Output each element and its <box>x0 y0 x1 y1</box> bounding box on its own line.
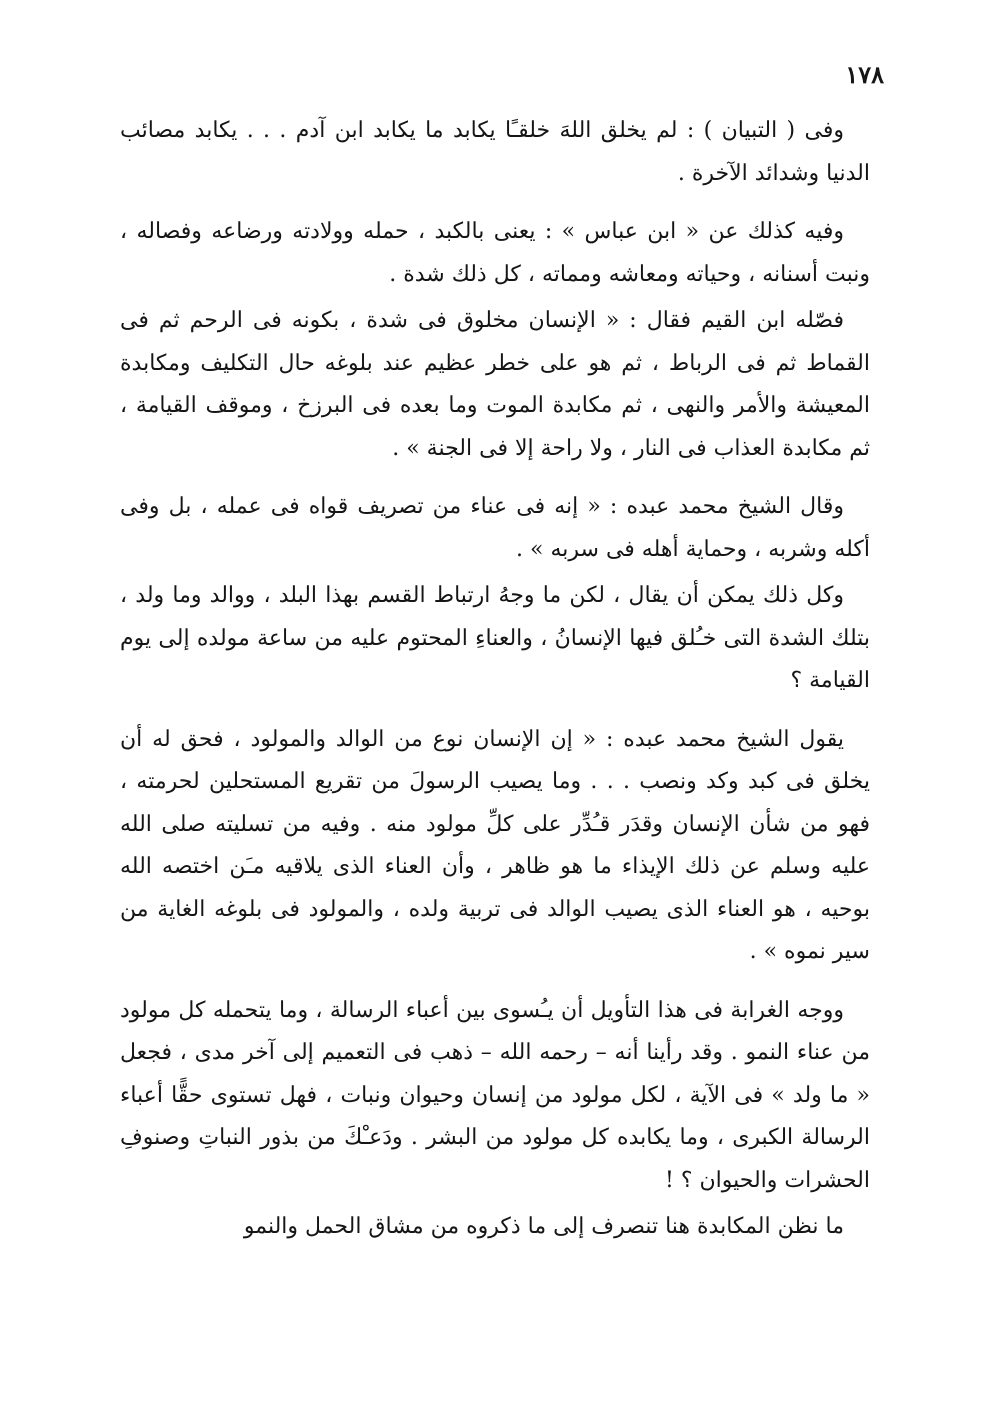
body-text <box>120 110 870 1249</box>
paragraph: وقال الشيخ محمد عبده : « إنه فى عناء من تصريف قواه فى عمله ، بل وفى أكله وشربه ، وحماية أهله فى سربه » . <box>120 494 870 562</box>
page-number: ١٧٨ <box>845 60 884 89</box>
paragraph: يقول الشيخ محمد عبده : « إن الإنسان نوع من الوالد والمولود ، فحق له أن يخلق فى كبد وكد ونصب . . . وما يصيب الرسولَ من تقريع المستحلين لحرمته ، فهو من شأن الإنسان وقدَر قـُدِّر على كلِّ مولود منه . وفيه من تسليته صلى الله عليه وسلم عن ذلك الإيذاء ما هو ظاهر ، وأن العناء الذى يلاقيه مـَن اختصه الله بوحيه ، هو العناء الذى يصيب الوالد فى تربية ولده ، والمولود فى بلوغه الغاية من سير نموه » . <box>120 726 870 964</box>
paragraph: وفيه كذلك عن « ابن عباس » : يعنى بالكبد ، حمله وولادته ورضاعه وفصاله ، ونبت أسنانه ، وحياته ومعاشه ومماته ، كل ذلك شدة . <box>120 219 870 287</box>
paragraph: ما نظن المكابدة هنا تنصرف إلى ما ذكروه من مشاق الحمل والنمو <box>243 1214 844 1239</box>
paragraph: وكل ذلك يمكن أن يقال ، لكن ما وجهُ ارتباط القسم بهذا البلد ، ووالد وما ولد ، بتلك الشدة التى خـُلق فيها الإنسانُ ، والعناءِ المحتوم عليه من ساعة مولده إلى يوم القيامة ؟ <box>120 583 870 693</box>
paragraph: ووجه الغرابة فى هذا التأويل أن يـُسوى بين أعباء الرسالة ، وما يتحمله كل مولود من عناء النمو . وقد رأينا أنه – رحمه الله – ذهب فى التعميم إلى آخر مدى ، فجعل « ما ولد » فى الآية ، لكل مولود من إنسان وحيوان ونبات ، فهل تستوى حقًّا أعباء الرسالة الكبرى ، وما يكابده كل مولود من البشر . ودَعـْكَ من بذور النباتِ وصنوفِ الحشرات والحيوان ؟ ! <box>120 997 870 1193</box>
paragraph: فصّله ابن القيم فقال : « الإنسان مخلوق فى شدة ، بكونه فى الرحم ثم فى القماط ثم فى الرباط ، ثم هو على خطر عظيم عند بلوغه حال التكليف ومكابدة المعيشة والأمر والنهى ، ثم مكابدة الموت وما بعده فى البرزخ ، وموقف القيامة ، ثم مكابدة العذاب فى النار ، ولا راحة إلا فى الجنة » . <box>120 308 870 461</box>
paragraph: وفى ( التبيان ) : لم يخلق اللهَ خلقـًا يكابد ما يكابد ابن آدم . . . يكابد مصائب الدنيا وشدائد الآخرة . <box>120 118 870 186</box>
